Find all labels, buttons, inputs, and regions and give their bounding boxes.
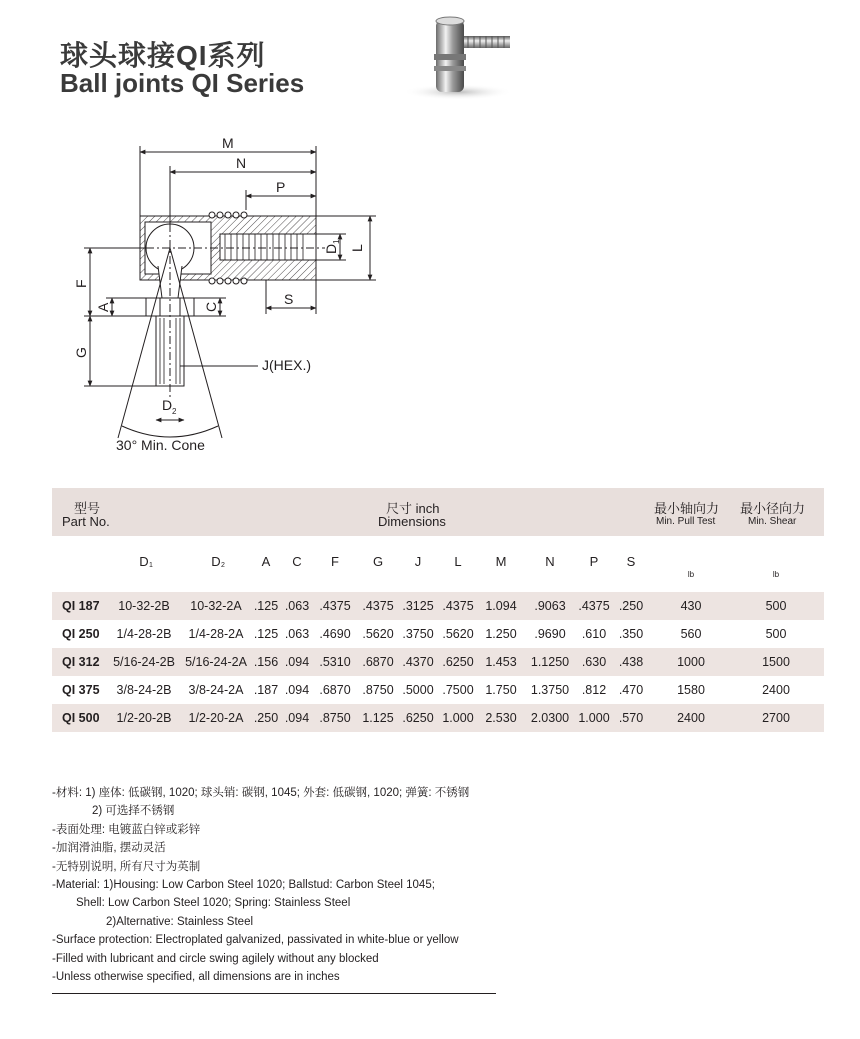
cell-c: .094 <box>284 683 310 697</box>
cell-shear: 500 <box>765 599 787 613</box>
page-title-cn: 球头球接QI系列 <box>60 40 266 71</box>
dim-d2-sub: 2 <box>172 407 177 416</box>
cell-j: .6250 <box>402 711 434 725</box>
column-header: D <box>211 554 221 569</box>
cell-s: .570 <box>618 711 644 725</box>
note-line: -Surface protection: Electroplated galvanized, passivated in white-blue or yellow <box>52 934 459 947</box>
cell-c: .063 <box>284 599 310 613</box>
cell-m: 2.530 <box>485 711 517 725</box>
cell-f: .4690 <box>319 627 351 641</box>
cell-pull: 560 <box>680 627 702 641</box>
table-body <box>52 592 824 732</box>
cell-p: .610 <box>581 627 607 641</box>
cell-p: .812 <box>581 683 607 697</box>
product-photo <box>398 12 528 102</box>
cell-j: .3750 <box>402 627 434 641</box>
column-header-sub: 1 <box>149 562 153 569</box>
cell-g: .4375 <box>362 599 394 613</box>
header-part-en: Part No. <box>62 514 110 529</box>
table-row <box>52 620 824 648</box>
cell-d1: 5/16-24-2B <box>113 655 175 669</box>
column-header: J <box>414 554 422 569</box>
cell-m: 1.094 <box>485 599 517 613</box>
cell-pull: 430 <box>680 599 702 613</box>
cell-d1: 3/8-24-2B <box>116 683 172 697</box>
table-row <box>52 704 824 732</box>
cell-s: .350 <box>618 627 644 641</box>
cell-s: .250 <box>618 599 644 613</box>
table-header <box>52 488 824 536</box>
cell-f: .5310 <box>319 655 351 669</box>
notes <box>52 784 469 986</box>
cell-a: .250 <box>253 711 279 725</box>
cell-s: .470 <box>618 683 644 697</box>
cell-n: .9063 <box>534 599 566 613</box>
table-row <box>52 592 824 620</box>
cell-a: .187 <box>253 683 279 697</box>
cell-f: .4375 <box>319 599 351 613</box>
note-line: -表面处理: 电镀蓝白锌或彩锌 <box>52 823 201 836</box>
cell-shear: 2700 <box>762 711 790 725</box>
dim-d1-sub: 1 <box>332 239 341 244</box>
dim-s-label: S <box>284 291 294 307</box>
cell-p: .630 <box>581 655 607 669</box>
cell-d2: 3/8-24-2A <box>188 683 244 697</box>
cell-j: .3125 <box>402 599 434 613</box>
cone-label: 30° Min. Cone <box>116 437 205 453</box>
column-header: A <box>261 554 271 569</box>
column-header: M <box>495 554 507 569</box>
part-number: QI 250 <box>62 627 100 641</box>
part-number: QI 375 <box>62 683 100 697</box>
shear-unit: lb <box>772 570 780 579</box>
note-line: -材料: 1) 座体: 低碳钢, 1020; 球头销: 碳钢, 1045; 外套: 低碳钢, 1020; 弹簧: 不锈钢 <box>52 787 470 799</box>
cell-d2: 5/16-24-2A <box>185 655 247 669</box>
dim-c-label: C <box>203 301 219 312</box>
header-dim-en: Dimensions <box>378 514 446 529</box>
dim-p-label: P <box>276 179 286 195</box>
dim-j-label: J(HEX.) <box>262 357 311 373</box>
cell-p: 1.000 <box>578 711 610 725</box>
cell-n: 1.3750 <box>530 683 570 697</box>
cell-pull: 1000 <box>677 655 705 669</box>
column-header: F <box>331 554 339 569</box>
cell-shear: 2400 <box>762 683 790 697</box>
cell-g: .5620 <box>362 627 394 641</box>
part-number: QI 312 <box>62 655 100 669</box>
cell-s: .438 <box>618 655 644 669</box>
header-pull-cn: 最小轴向力 <box>654 501 720 516</box>
header-part-cn: 型号 <box>74 501 101 516</box>
note-line: Shell: Low Carbon Steel 1020; Spring: Stainless Steel <box>76 897 351 910</box>
column-header-sub: 2 <box>221 562 225 569</box>
cell-l: 1.000 <box>442 711 474 725</box>
dim-a-label: A <box>95 302 111 312</box>
cell-n: 2.0300 <box>530 711 570 725</box>
cell-l: .7500 <box>442 683 474 697</box>
cell-a: .125 <box>253 599 279 613</box>
cell-shear: 1500 <box>762 655 790 669</box>
note-line: -加润滑油脂, 摆动灵活 <box>52 842 166 855</box>
page-title-en: Ball joints QI Series <box>60 68 305 98</box>
dim-d1-label: D <box>323 243 339 254</box>
dim-g-label: G <box>73 347 89 358</box>
cell-l: .6250 <box>442 655 474 669</box>
cell-f: .8750 <box>319 711 351 725</box>
divider <box>52 993 496 994</box>
dim-l-label: L <box>349 244 365 252</box>
cell-g: .8750 <box>362 683 394 697</box>
cell-g: 1.125 <box>362 711 394 725</box>
cell-d2: 1/2-20-2A <box>188 711 244 725</box>
cell-j: .5000 <box>402 683 434 697</box>
cell-d1: 1/2-20-2B <box>116 711 172 725</box>
dim-m-label: M <box>222 138 234 151</box>
dim-n-label: N <box>236 155 247 171</box>
cell-f: .6870 <box>319 683 351 697</box>
cell-d2: 10-32-2A <box>190 599 242 613</box>
cell-pull: 2400 <box>677 711 705 725</box>
note-line: 2)Alternative: Stainless Steel <box>106 915 254 928</box>
technical-drawing <box>70 138 390 468</box>
cell-shear: 500 <box>765 627 787 641</box>
header-pull-en: Min. Pull Test <box>656 516 716 527</box>
spec-table <box>52 488 824 732</box>
column-header: S <box>626 554 636 569</box>
dim-d2-label: D <box>162 397 173 413</box>
column-headers <box>52 536 824 592</box>
cell-a: .156 <box>253 655 279 669</box>
cell-m: 1.750 <box>485 683 517 697</box>
note-line: -Material: 1)Housing: Low Carbon Steel 1020; Ballstud: Carbon Steel 1045; <box>52 879 435 892</box>
cell-d1: 1/4-28-2B <box>116 627 172 641</box>
cell-c: .094 <box>284 711 310 725</box>
cell-pull: 1580 <box>677 683 705 697</box>
cell-j: .4370 <box>402 655 434 669</box>
cell-d1: 10-32-2B <box>118 599 170 613</box>
cell-g: .6870 <box>362 655 394 669</box>
pull-unit: lb <box>687 570 695 579</box>
column-header: G <box>372 554 384 569</box>
column-header: C <box>292 554 302 569</box>
note-line: -Unless otherwise specified, all dimensions are in inches <box>52 971 340 984</box>
cell-n: 1.1250 <box>530 655 570 669</box>
note-line: 2) 可选择不锈钢 <box>92 805 175 818</box>
part-number: QI 500 <box>62 711 100 725</box>
cell-m: 1.250 <box>485 627 517 641</box>
header-shear-en: Min. Shear <box>748 516 797 527</box>
table-row <box>52 648 824 676</box>
cell-d2: 1/4-28-2A <box>188 627 244 641</box>
header-shear-cn: 最小径向力 <box>740 501 806 516</box>
part-number: QI 187 <box>62 599 100 613</box>
column-header: L <box>454 554 462 569</box>
dim-f-label: F <box>73 279 89 288</box>
cell-a: .125 <box>253 627 279 641</box>
cell-p: .4375 <box>578 599 610 613</box>
note-line: -无特别说明, 所有尺寸为英制 <box>52 860 201 873</box>
cell-c: .094 <box>284 655 310 669</box>
note-line: -Filled with lubricant and circle swing agilely without any blocked <box>52 952 379 965</box>
cell-n: .9690 <box>534 627 566 641</box>
cell-l: .4375 <box>442 599 474 613</box>
cell-c: .063 <box>284 627 310 641</box>
cell-m: 1.453 <box>485 655 517 669</box>
header-dim-cn: 尺寸 inch <box>386 501 440 516</box>
column-header: D <box>139 554 149 569</box>
column-header: N <box>545 554 555 569</box>
cell-l: .5620 <box>442 627 474 641</box>
column-header: P <box>589 554 599 569</box>
table-row <box>52 676 824 704</box>
